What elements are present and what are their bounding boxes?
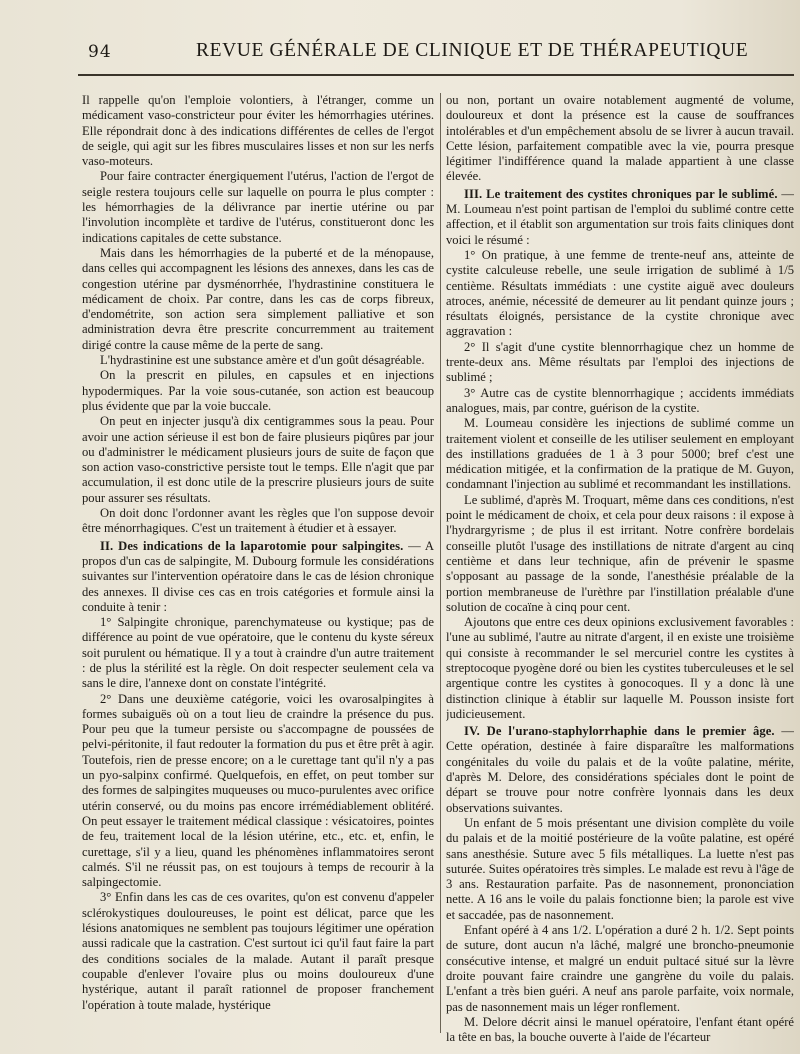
paragraph-text: — M. Loumeau n'est point partisan de l'emploi du sublimé contre cette affection, et il établit son argumentation sur trois faits cliniques dont voici le résumé : <box>446 186 794 247</box>
paragraph-text: 3° Enfin dans les cas de ces ovarites, qu'on est convenu d'appeler sclérokystiques douloureuses, le point est délicat, parce que les lésions anatomiques ne semblent pas toujours légitimer une opération aussi radicale que la castration. C'est surtout ici qu'il faut faire la part des conditions sociales de la malade. Autant il paraît presque coupable d'enlever l'ovaire plus ou moins douloureux d'une hystérique, autant il paraît rationnel de proposer franchement l'opération à toute malade, hystérique <box>82 890 434 1012</box>
paragraph <box>446 923 794 1015</box>
paragraph-text: Ajoutons que entre ces deux opinions exclusivement favorables : l'une au sublimé, l'autre au nitrate d'argent, il en existe une troisième qui consiste à recommander le sel mercuriel contre les cystites à streptocoque pyogène doré ou bien les cystites tuberculeuses et le sel argentique contre les cystites à gonocoques. Il y a donc là une distinction clinique à établir sur laquelle M. Pousson insiste fort judicieusement. <box>446 615 794 721</box>
paragraph <box>82 692 434 891</box>
paragraph-text: Enfant opéré à 4 ans 1/2. L'opération a duré 2 h. 1/2. Sept points de suture, dont aucun n'a lâché, malgré une broncho-pneumonie consécutive intense, et malgré un enduit pultacé situé sur la lèvre droite pouvant faire craindre une gangrène du voile du palais. L'enfant a très bien guéri. A neuf ans parole parfaite, voix normale, pas de nasonnement mais un léger ronflement. <box>446 923 794 1014</box>
paragraph <box>82 414 434 506</box>
paragraph-text: — Cette opération, destinée à faire disparaître les malformations congénitales du voile du palais et de la voûte palatine, mérite, d'après M. Delore, des considérations spéciales dont le point de départ se trouve pour notre confrère lyonnais dans les deux observations suivantes. <box>446 724 794 815</box>
paragraph-text: On peut en injecter jusqu'à dix centigrammes sous la peau. Pour avoir une action sérieuse il est bon de faire plusieurs piqûres par jour ou d'administrer le médicament plusieurs jours de suite de façon que son action vaso-constrictive persiste tout le temps. Elle n'agit que par accumulation, il est donc utile de la prescrire plusieurs jours de suite pour assurer ses résultats. <box>82 414 434 505</box>
left-column <box>82 93 434 1013</box>
paragraph-text: On la prescrit en pilules, en capsules et en injections hypodermiques. Par la voie sous-cutanée, son action est beaucoup plus évidente que par la voie buccale. <box>82 368 434 413</box>
paragraph-text: M. Loumeau considère les injections de sublimé comme un traitement violent et conseille de les utiliser seulement en employant des instillations graduées de 1 à 3 pour 5000; bref c'est une médication mitigée, et la confirmation de la pratique de M. Guyon, condamnant l'injection au sublimé et recommandant les instillations. <box>446 416 794 492</box>
right-column <box>446 93 794 1045</box>
section-title: II. Des indications de la laparotomie pour salpingites. <box>100 538 404 553</box>
paragraph <box>446 340 794 386</box>
paragraph-text: 3° Autre cas de cystite blennorrhagique ; accidents immédiats analogues, mais, par contre, guérison de la cystite. <box>446 385 794 415</box>
paragraph <box>446 1015 794 1046</box>
section-title: III. Le traitement des cystites chroniques par le sublimé. <box>464 186 778 201</box>
paragraph-text: 1° Salpingite chronique, parenchymateuse ou kystique; pas de différence au point de vue opératoire, que le contenu du kyste séreux soit purulent ou hématique. Il y a tout à craindre d'un autre traitement : de plus la stérilité est la règle. On doit respecter seulement cela va sans le dire, l'annexe dont on constate l'intégrité. <box>82 615 434 691</box>
paragraph <box>82 368 434 414</box>
section-title: IV. De l'urano-staphylorrhaphie dans le premier âge. <box>464 724 775 739</box>
paragraph <box>446 416 794 492</box>
paragraph-text: Le sublimé, d'après M. Troquart, même dans ces conditions, n'est point le médicament de choix, et cela pour deux raisons : il expose à l'hydrargyrisme ; de plus il est irritant. Notre confrère bordelais conseille plutôt l'usage des instillations de nitrate d'argent au cinq centième et dans leur technique, afin de prévenir le spasme s'opposant au passage de la sonde, l'anesthésie préalable de la portion membraneuse de l'urèthre par l'instillation préalable d'une solution de cocaïne à cinq pour cent. <box>446 492 794 614</box>
paragraph-text: ou non, portant un ovaire notablement augmenté de volume, douloureux et dont la présence est la cause de souffrances intolérables et d'un empêchement absolu de se livrer à aucun travail. Cette lésion, parfaitement compatible avec la vie, pourra presque légitimer l'indifférence quand la malade appartient à une classe élevée. <box>446 93 794 184</box>
paragraph <box>446 493 794 615</box>
paragraph-text: Il rappelle qu'on l'emploie volontiers, à l'étranger, comme un médicament vaso-constricteur pour éviter les hémorrhagies utérines. Elle répondrait donc à des indications différentes de celles de l'ergot de seigle, qui agit sur les fibres musculaires lisses et non sur les nerfs vaso-moteurs. <box>82 93 434 169</box>
paragraph <box>446 248 794 340</box>
section-paragraph <box>446 724 794 816</box>
paragraph <box>82 246 434 353</box>
header-rule <box>78 74 794 76</box>
paragraph <box>82 93 434 169</box>
paragraph-text: Mais dans les hémorrhagies de la puberté et de la ménopause, dans celles qui accompagnent les lésions des annexes, dans les cas de congestion utérine par dysménorrhée, l'hydrastinine constituera le médicament de choix. Par contre, dans les cas de corps fibreux, d'endométrite, son action sera simplement palliative et son administration devra être prescrite concurremment au traitement dirigé contre la cause même de la perte de sang. <box>82 245 434 352</box>
paragraph <box>446 816 794 923</box>
paragraph-text: 1° On pratique, à une femme de trente-neuf ans, atteinte de cystite calculeuse rebelle, une seule irrigation de sublimé à 1/5 centième. Résultats immédiats : une cystite aiguë avec douleurs atroces, anémie, nécessité de demeurer au lit pendant quinze jours ; résultats éloignés, persistance de la cystite chronique avec aggravation : <box>446 247 794 339</box>
column-divider <box>440 93 441 1033</box>
paragraph-text: Un enfant de 5 mois présentant une division complète du voile du palais et de la moitié postérieure de la voûte palatine, est opéré sans anesthésie. Suture avec 5 fils métalliques. La luette n'est pas suturée. Suites opératoires très simples. Le malade est revu à l'âge de 3 ans. Restauration parfaite. Pas de nasonnement, prononciation nette. A 16 ans le voile du palais fonctionne bien; la parole est vive et saccadée, pas de nasonnement. <box>446 815 794 922</box>
paragraph <box>446 615 794 722</box>
paragraph <box>446 386 794 417</box>
section-paragraph <box>82 539 434 615</box>
paragraph-text: Pour faire contracter énergiquement l'utérus, l'action de l'ergot de seigle restera toujours celle sur laquelle on pourra le plus compter : les hémorrhagies de la délivrance par inertie utérine ou par l'involution incomplète et tardive de l'utérus, constitueront donc les indications capitales de cette substance. <box>82 169 434 245</box>
page-number: 94 <box>88 42 112 62</box>
paragraph <box>82 169 434 245</box>
paragraph <box>82 890 434 1012</box>
running-title: REVUE GÉNÉRALE DE CLINIQUE ET DE THÉRAPEUTIQUE <box>196 40 749 61</box>
paragraph-text: — A propos d'un cas de salpingite, M. Dubourg formule les considérations suivantes sur l'intervention opératoire dans le cas de lésion chronique des annexes. Il divise ces cas en trois catégories et formule ainsi la conduite à tenir : <box>82 538 434 614</box>
paragraph <box>82 615 434 691</box>
paragraph-text: M. Delore décrit ainsi le manuel opératoire, l'enfant étant opéré la tête en bas, la bouche ouverte à l'aide de l'écarteur <box>446 1014 794 1045</box>
paragraph-text: 2° Dans une deuxième catégorie, voici les ovarosalpingites à formes subaiguës où on a tout lieu de craindre la présence du pus. Pour peu que la tumeur persiste ou s'accompagne de poussées de pelvi-péritonite, il faut redouter la formation du pus et être prêt à agir. Toutefois, rien de presse encore; on a le curettage tant qu'il n'y a pas un pyo-salpinx confirmé. Quelquefois, en effet, on peut tomber sur des formes de salpingites muqueuses ou muco-purulentes avec orifice utérin conservé, ou du moins pas encore irrémédiablement oblitéré. On peut essayer le traitement médical classique : vésicatoires, pointes de feu, traitement local de la lésion utérine, etc., etc. et, enfin, le curettage, s'il y a lieu, quand les phénomènes inflammatoires seront calmés. S'il ne réussit pas, on est toujours à temps de recourir à la salpingectomie. <box>82 691 434 890</box>
paragraph-text: L'hydrastinine est une substance amère et d'un goût désagréable. <box>100 353 425 368</box>
paragraph <box>446 93 794 185</box>
paragraph <box>82 506 434 537</box>
paragraph-text: 2° Il s'agit d'une cystite blennorrhagique chez un homme de trente-deux ans. Même résultats par l'emploi des injections de sublimé ; <box>446 339 794 385</box>
page-header <box>78 38 780 66</box>
paragraph-text: On doit donc l'ordonner avant les règles que l'on suppose devoir être ménorrhagiques. C'est un traitement à étudier et à essayer. <box>82 506 434 536</box>
section-paragraph <box>446 187 794 248</box>
paragraph <box>82 353 434 368</box>
